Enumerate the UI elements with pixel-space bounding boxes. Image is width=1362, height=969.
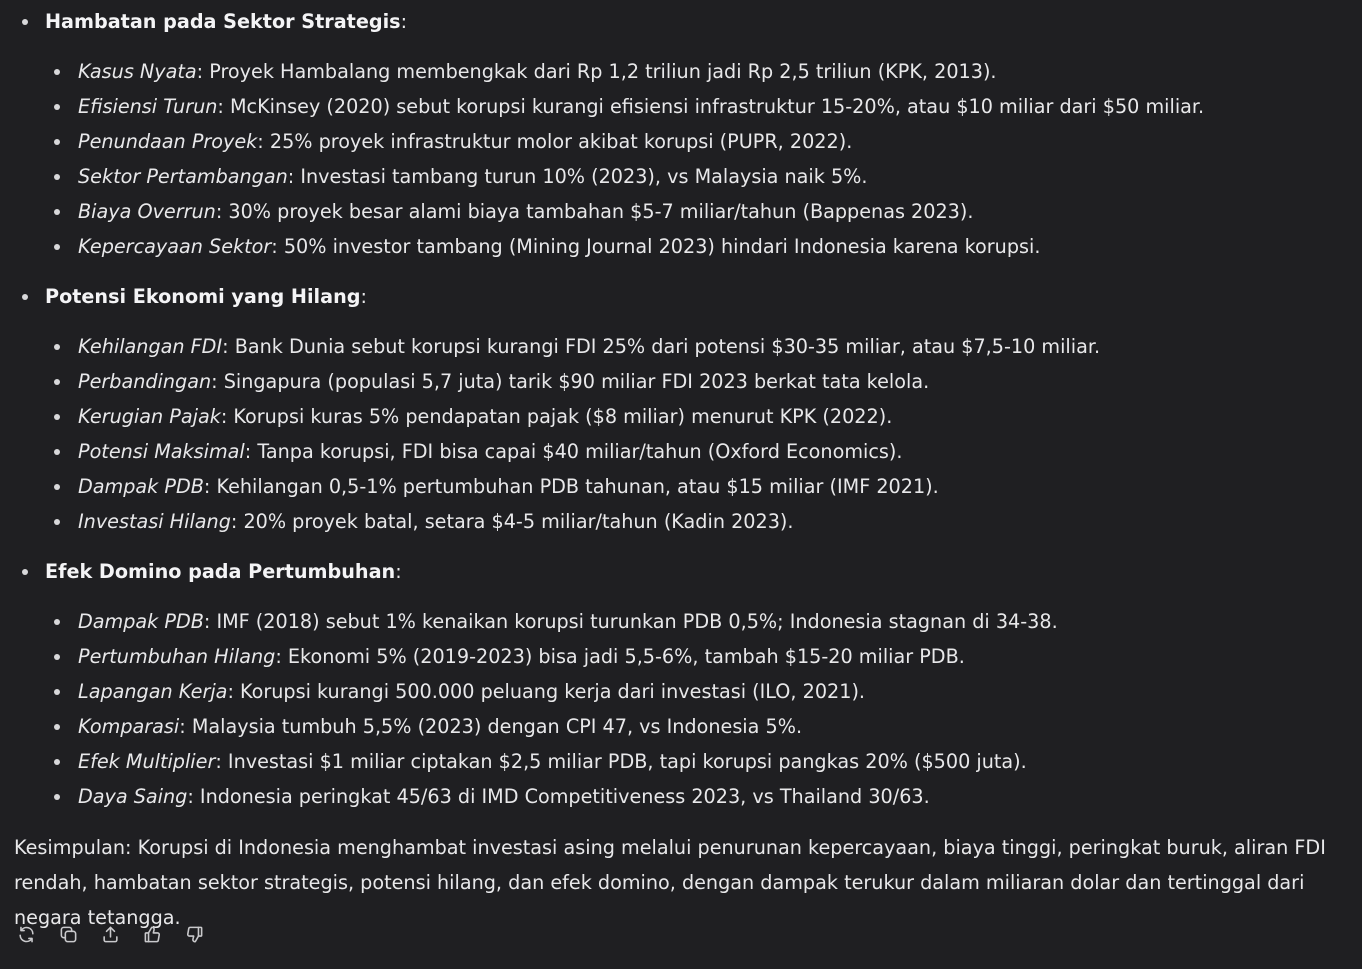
item-term: Kehilangan FDI — [78, 335, 223, 358]
item-text: : Malaysia tumbuh 5,5% (2023) dengan CPI 47, vs Indonesia 5%. — [179, 715, 803, 738]
conclusion-paragraph: Kesimpulan: Korupsi di Indonesia menghambat investasi asing melalui penurunan kepercayaan, biaya tinggi, peringkat buruk, aliran FDI rendah, hambatan sektor strategis, potensi hilang, dan efek domino, dengan dampak terukur dalam miliaran dolar dan tertinggal dari negara tetangga. — [14, 836, 1326, 929]
item-text: : McKinsey (2020) sebut korupsi kurangi efisiensi infrastruktur 15-20%, atau $10 miliar dari $50 miliar. — [217, 95, 1205, 118]
list-item — [14, 779, 1348, 814]
section — [14, 4, 1348, 264]
copy-icon — [59, 925, 78, 944]
item-term: Sektor Pertambangan — [78, 165, 288, 188]
list-item — [14, 744, 1348, 779]
like-button[interactable] — [140, 922, 164, 946]
item-term: Kasus Nyata — [78, 60, 197, 83]
item-term: Kerugian Pajak — [78, 405, 221, 428]
item-text: : Kehilangan 0,5-1% pertumbuhan PDB tahunan, atau $15 miliar (IMF 2021). — [203, 475, 939, 498]
share-icon — [101, 925, 120, 944]
list-item — [14, 124, 1348, 159]
item-text: : Investasi tambang turun 10% (2023), vs Malaysia naik 5%. — [287, 165, 868, 188]
share-button[interactable] — [98, 922, 122, 946]
section — [14, 554, 1348, 814]
item-term: Perbandingan — [78, 370, 212, 393]
item-term: Lapangan Kerja — [78, 680, 228, 703]
item-text: : 30% proyek besar alami biaya tambahan $5-7 miliar/tahun (Bappenas 2023). — [215, 200, 974, 223]
item-term: Dampak PDB — [78, 610, 204, 633]
list-item — [14, 89, 1348, 124]
regenerate-icon — [17, 925, 36, 944]
item-text: : IMF (2018) sebut 1% kenaikan korupsi turunkan PDB 0,5%; Indonesia stagnan di 34-38. — [203, 610, 1058, 633]
list-item — [14, 469, 1348, 504]
list-item — [14, 194, 1348, 229]
list-item — [14, 329, 1348, 364]
item-text: : Singapura (populasi 5,7 juta) tarik $90 miliar FDI 2023 berkat tata kelola. — [211, 370, 930, 393]
item-term: Efisiensi Turun — [78, 95, 218, 118]
item-term: Komparasi — [78, 715, 180, 738]
message-content — [0, 4, 1362, 935]
message-actions — [14, 922, 206, 946]
list-item — [14, 604, 1348, 639]
list-item — [14, 364, 1348, 399]
section-title: Potensi Ekonomi yang Hilang — [45, 285, 361, 308]
list-item — [14, 399, 1348, 434]
list-item — [14, 639, 1348, 674]
item-text: : Ekonomi 5% (2019-2023) bisa jadi 5,5-6%, tambah $15-20 miliar PDB. — [275, 645, 965, 668]
item-term: Dampak PDB — [78, 475, 204, 498]
item-term: Pertumbuhan Hilang — [78, 645, 276, 668]
item-text: : Tanpa korupsi, FDI bisa capai $40 miliar/tahun (Oxford Economics). — [244, 440, 903, 463]
item-text: : 50% investor tambang (Mining Journal 2023) hindari Indonesia karena korupsi. — [271, 235, 1041, 258]
copy-button[interactable] — [56, 922, 80, 946]
item-text: : Korupsi kuras 5% pendapatan pajak ($8 miliar) menurut KPK (2022). — [220, 405, 893, 428]
item-text: : Proyek Hambalang membengkak dari Rp 1,2 triliun jadi Rp 2,5 triliun (KPK, 2013). — [196, 60, 997, 83]
list-item — [14, 229, 1348, 264]
list-item — [14, 434, 1348, 469]
item-term: Daya Saing — [78, 785, 188, 808]
item-text: : Korupsi kurangi 500.000 peluang kerja dari investasi (ILO, 2021). — [227, 680, 866, 703]
thumbs-down-icon — [185, 925, 204, 944]
bullet — [22, 294, 28, 300]
bullet — [22, 569, 28, 575]
item-text: : Investasi $1 miliar ciptakan $2,5 miliar PDB, tapi korupsi pangkas 20% ($500 juta). — [215, 750, 1027, 773]
item-term: Investasi Hilang — [78, 510, 231, 533]
sub-list — [14, 604, 1348, 814]
sub-list — [14, 54, 1348, 264]
sub-list — [14, 329, 1348, 539]
bullet — [22, 19, 28, 25]
dislike-button[interactable] — [182, 922, 206, 946]
item-text: : Bank Dunia sebut korupsi kurangi FDI 25% dari potensi $30-35 miliar, atau $7,5-10 miliar. — [222, 335, 1101, 358]
list-item — [14, 674, 1348, 709]
regenerate-button[interactable] — [14, 922, 38, 946]
section-title: Hambatan pada Sektor Strategis — [45, 10, 401, 33]
item-term: Potensi Maksimal — [78, 440, 245, 463]
section — [14, 279, 1348, 539]
section-title: Efek Domino pada Pertumbuhan — [45, 560, 396, 583]
item-text: : 20% proyek batal, setara $4-5 miliar/tahun (Kadin 2023). — [230, 510, 794, 533]
item-text: : 25% proyek infrastruktur molor akibat korupsi (PUPR, 2022). — [257, 130, 853, 153]
item-term: Biaya Overrun — [78, 200, 216, 223]
item-term: Penundaan Proyek — [78, 130, 258, 153]
item-text: : Indonesia peringkat 45/63 di IMD Competitiveness 2023, vs Thailand 30/63. — [187, 785, 930, 808]
list-item — [14, 159, 1348, 194]
section-heading: Potensi Ekonomi yang Hilang: — [14, 279, 1348, 314]
list-item — [14, 504, 1348, 539]
thumbs-up-icon — [143, 925, 162, 944]
list-item — [14, 709, 1348, 744]
section-heading: Efek Domino pada Pertumbuhan: — [14, 554, 1348, 589]
item-term: Efek Multiplier — [78, 750, 216, 773]
item-term: Kepercayaan Sektor — [78, 235, 272, 258]
list-item — [14, 54, 1348, 89]
section-heading: Hambatan pada Sektor Strategis: — [14, 4, 1348, 39]
